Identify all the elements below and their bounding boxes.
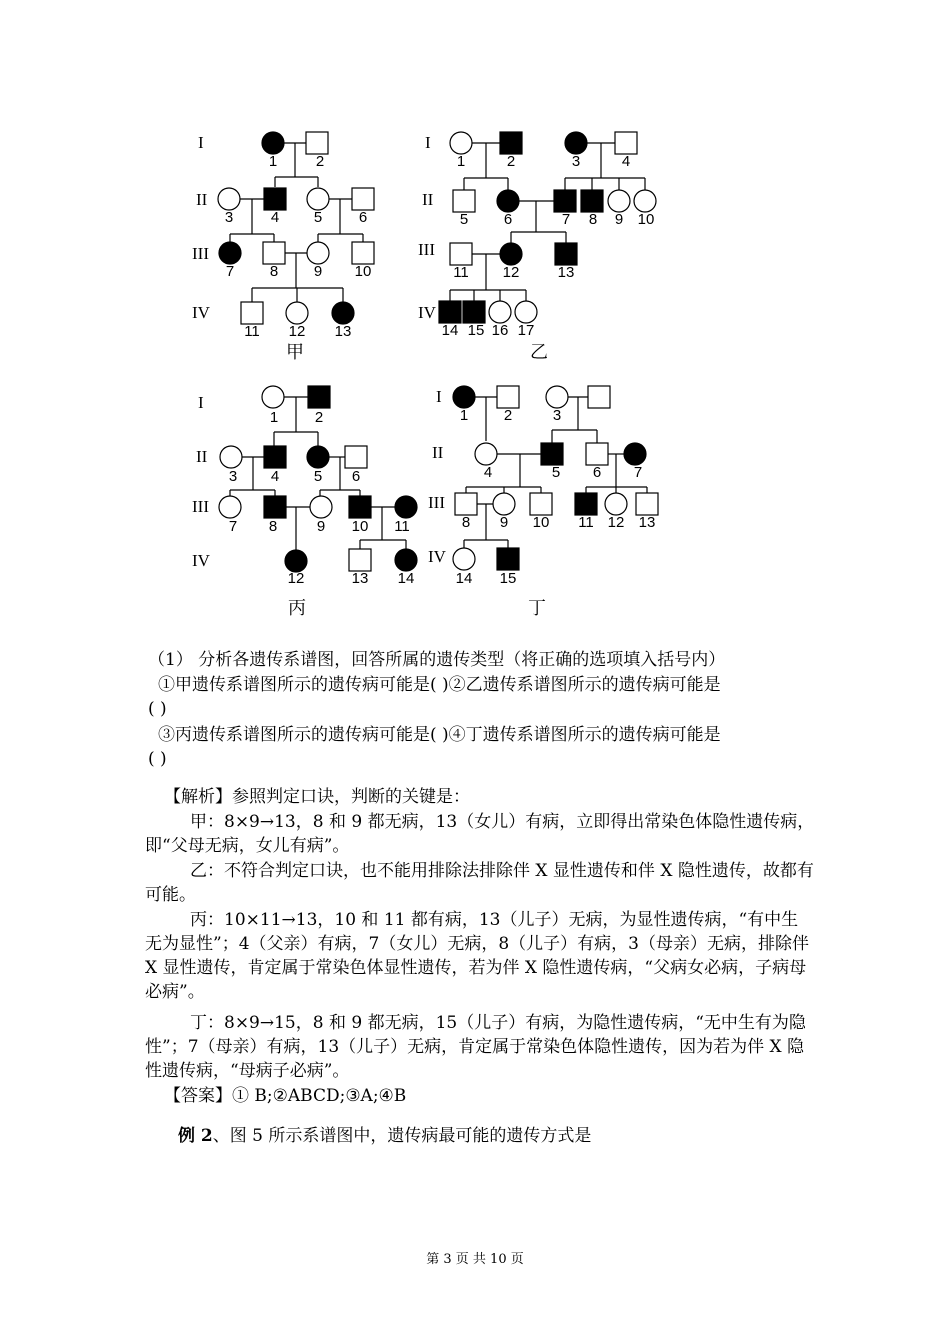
ding-num-4: 4 xyxy=(483,464,493,481)
bing-num-9: 9 xyxy=(316,518,326,535)
yi-9-female xyxy=(608,190,630,212)
bing-num-7: 7 xyxy=(228,518,238,535)
yi-8-affected-male xyxy=(581,190,603,212)
ding-num-1: 1 xyxy=(459,407,469,424)
yi-4-male xyxy=(615,132,637,154)
yi-num-17: 17 xyxy=(517,322,535,339)
jia-gen-2: II xyxy=(196,190,208,209)
bing-6-male xyxy=(345,446,367,468)
ding-num-3: 3 xyxy=(552,407,562,424)
ding-12-female xyxy=(605,493,627,515)
jia-7-affected-female xyxy=(219,242,241,264)
bing-num-11: 11 xyxy=(394,518,410,535)
ding-gen-4: IV xyxy=(428,547,446,566)
page-footer: 第 3 页 共 10 页 xyxy=(426,1252,524,1267)
jia-4-affected-male xyxy=(264,188,286,210)
bing-5-affected-female xyxy=(307,446,329,468)
bing-3-female xyxy=(220,446,242,468)
jia-num-3: 3 xyxy=(224,209,234,226)
ding-num-10: 10 xyxy=(532,514,550,531)
example-2 xyxy=(178,1124,591,1148)
yi-num-1: 1 xyxy=(456,153,466,170)
ding-4-female xyxy=(475,443,497,465)
bing-num-12: 12 xyxy=(287,570,305,587)
jia-num-13: 13 xyxy=(334,323,352,340)
jia-num-10: 10 xyxy=(354,263,372,280)
jia-9-female xyxy=(307,242,329,264)
example-2-text: 、图 5 所示系谱图中，遗传病最可能的遗传方式是 xyxy=(212,1126,592,1146)
bing-7-female xyxy=(219,496,241,518)
jia-10-male xyxy=(352,242,374,264)
yi-10-female xyxy=(634,190,656,212)
yi-num-13: 13 xyxy=(557,264,575,281)
question-1-part-a: ①甲遗传系谱图所示的遗传病可能是( )②乙遗传系谱图所示的遗传病可能是 xyxy=(158,675,721,695)
analysis-ding: 丁：8×9→15，8 和 9 都无病，15（儿子）有病，为隐性遗传病，“无中生有为隐性”；7（母亲）有病，13（儿子）无病，肯定属于常染色体隐性遗传，因为若为伴 X 隐性遗传病，“母病子必病”。 xyxy=(145,1013,806,1081)
ding-10-male xyxy=(530,493,552,515)
bing-gen-4: IV xyxy=(192,551,210,570)
jia-num-7: 7 xyxy=(225,263,235,280)
ding-num-11: 11 xyxy=(578,514,594,531)
yi-num-2: 2 xyxy=(506,153,516,170)
bing-num-10: 10 xyxy=(351,518,369,535)
yi-num-16: 16 xyxy=(491,322,509,339)
bing-num-2: 2 xyxy=(314,409,324,426)
jia-num-4: 4 xyxy=(270,209,280,226)
ding-3-partner-male xyxy=(588,386,610,408)
jia-6-male xyxy=(352,188,374,210)
yi-title: 乙 xyxy=(530,342,548,363)
yi-3-affected-female xyxy=(565,132,587,154)
bing-10-affected-male xyxy=(349,496,371,518)
ding-7-affected-female xyxy=(624,443,646,465)
question-1-part-c: ③丙遗传系谱图所示的遗传病可能是( )④丁遗传系谱图所示的遗传病可能是 xyxy=(158,725,721,745)
jia-num-2: 2 xyxy=(315,153,325,170)
pedigree-figures xyxy=(0,0,950,640)
jia-gen-4: IV xyxy=(192,303,210,322)
yi-6-affected-female xyxy=(497,190,519,212)
ding-3-female xyxy=(546,386,568,408)
yi-num-11: 11 xyxy=(453,264,469,281)
question-1: （1） 分析各遗传系谱图，回答所属的遗传类型（将正确的选项填入括号内） xyxy=(148,650,726,670)
ding-num-2: 2 xyxy=(503,407,513,424)
yi-17-female xyxy=(515,301,537,323)
ding-gen-1: I xyxy=(436,387,442,406)
bing-num-8: 8 xyxy=(268,518,278,535)
yi-num-12: 12 xyxy=(502,264,520,281)
yi-gen-2: II xyxy=(422,190,434,209)
ding-num-14: 14 xyxy=(455,570,473,587)
jia-num-1: 1 xyxy=(268,153,278,170)
jia-11-male xyxy=(241,302,263,324)
bing-gen-3: III xyxy=(192,497,209,516)
jia-13-affected-female xyxy=(332,302,354,324)
bing-num-14: 14 xyxy=(397,570,415,587)
jia-5-female xyxy=(307,188,329,210)
yi-7-affected-male xyxy=(554,190,576,212)
bing-4-affected-male xyxy=(264,446,286,468)
yi-num-7: 7 xyxy=(561,211,571,228)
yi-12-affected-female xyxy=(500,243,522,265)
yi-num-10: 10 xyxy=(637,211,655,228)
jia-num-11: 11 xyxy=(244,323,260,340)
analysis-yi: 乙：不符合判定口诀，也不能用排除法排除伴 X 显性遗传和伴 X 隐性遗传，故都有可能。 xyxy=(145,861,814,905)
yi-16-female xyxy=(489,301,511,323)
jia-2-male xyxy=(306,132,328,154)
bing-gen-2: II xyxy=(196,447,208,466)
jia-num-9: 9 xyxy=(313,263,323,280)
ding-1-affected-female xyxy=(453,386,475,408)
yi-gen-1: I xyxy=(425,133,431,152)
yi-14-affected-male xyxy=(439,301,461,323)
yi-num-5: 5 xyxy=(459,211,469,228)
ding-num-6: 6 xyxy=(592,464,602,481)
ding-6-male xyxy=(586,443,608,465)
ding-num-5: 5 xyxy=(551,464,561,481)
yi-2-affected-male xyxy=(500,132,522,154)
ding-11-affected-male xyxy=(575,493,597,515)
bing-num-4: 4 xyxy=(270,468,280,485)
ding-num-13: 13 xyxy=(638,514,656,531)
yi-num-6: 6 xyxy=(503,211,513,228)
bing-num-3: 3 xyxy=(228,468,238,485)
yi-gen-3: III xyxy=(418,240,435,259)
bing-14-affected-female xyxy=(395,549,417,571)
jia-3-female xyxy=(218,188,240,210)
ding-title: 丁 xyxy=(528,598,546,619)
ding-gen-2: II xyxy=(432,443,444,462)
ding-15-affected-male xyxy=(497,548,519,570)
jia-1-affected-female xyxy=(262,132,284,154)
yi-num-4: 4 xyxy=(621,153,631,170)
ding-num-15: 15 xyxy=(499,570,517,587)
analysis-bing: 丙：10×11→13，10 和 11 都有病，13（儿子）无病，为显性遗传病，“有中生无为显性”；4（父亲）有病，7（女儿）无病，8（儿子）有病，3（母亲）无病，排除伴 X 显性遗传，肯定属于常染色体显性遗传，若为伴 X 隐性遗传病，“父病女必病，子病母必病”。 xyxy=(145,910,809,1002)
bing-title: 丙 xyxy=(288,598,306,619)
bing-11-affected-female xyxy=(395,496,417,518)
bing-gen-1: I xyxy=(198,393,204,412)
bing-12-affected-female xyxy=(285,550,307,572)
ding-14-female xyxy=(453,548,475,570)
yi-gen-4: IV xyxy=(418,303,436,322)
bing-2-affected-male xyxy=(308,386,330,408)
ding-13-male xyxy=(636,493,658,515)
yi-num-8: 8 xyxy=(588,211,598,228)
jia-num-12: 12 xyxy=(288,323,306,340)
jia-num-6: 6 xyxy=(358,209,368,226)
yi-15-affected-male xyxy=(463,301,485,323)
bing-9-female xyxy=(310,496,332,518)
yi-11-male xyxy=(450,243,472,265)
bing-8-affected-male xyxy=(264,496,286,518)
ding-num-7: 7 xyxy=(633,464,643,481)
analysis-jia: 甲：8×9→13，8 和 9 都无病，13（女儿）有病，立即得出常染色体隐性遗传病，即“父母无病，女儿有病”。 xyxy=(145,812,815,856)
ding-gen-3: III xyxy=(428,493,445,512)
ding-5-affected-male xyxy=(541,443,563,465)
jia-gen-3: III xyxy=(192,244,209,263)
question-1-part-b: ( ) xyxy=(148,699,167,719)
jia-12-female xyxy=(286,302,308,324)
question-1-part-d: ( ) xyxy=(148,749,167,769)
ding-num-9: 9 xyxy=(499,514,509,531)
bing-1-female xyxy=(262,386,284,408)
jia-8-male xyxy=(263,242,285,264)
yi-1-female xyxy=(450,132,472,154)
example-2-label: 例 2 xyxy=(178,1126,213,1146)
jia-title: 甲 xyxy=(286,342,304,363)
ding-num-12: 12 xyxy=(607,514,625,531)
jia-num-5: 5 xyxy=(313,209,323,226)
ding-9-female xyxy=(493,493,515,515)
bing-num-1: 1 xyxy=(269,409,279,426)
jia-gen-1: I xyxy=(198,133,204,152)
ding-2-male xyxy=(497,386,519,408)
yi-num-9: 9 xyxy=(614,211,624,228)
bing-num-13: 13 xyxy=(351,570,369,587)
yi-5-male xyxy=(453,190,475,212)
jia-num-8: 8 xyxy=(269,263,279,280)
ding-8-male xyxy=(455,493,477,515)
bing-num-6: 6 xyxy=(351,468,361,485)
yi-num-3: 3 xyxy=(571,153,581,170)
answer: 【答案】① B;②ABCD;③A;④B xyxy=(164,1086,407,1106)
yi-13-affected-male xyxy=(555,243,577,265)
bing-13-male xyxy=(349,549,371,571)
bing-num-5: 5 xyxy=(313,468,323,485)
ding-num-8: 8 xyxy=(461,514,471,531)
yi-num-15: 15 xyxy=(467,322,485,339)
yi-num-14: 14 xyxy=(441,322,459,339)
analysis-heading: 【解析】参照判定口诀，判断的关键是： xyxy=(164,787,470,807)
